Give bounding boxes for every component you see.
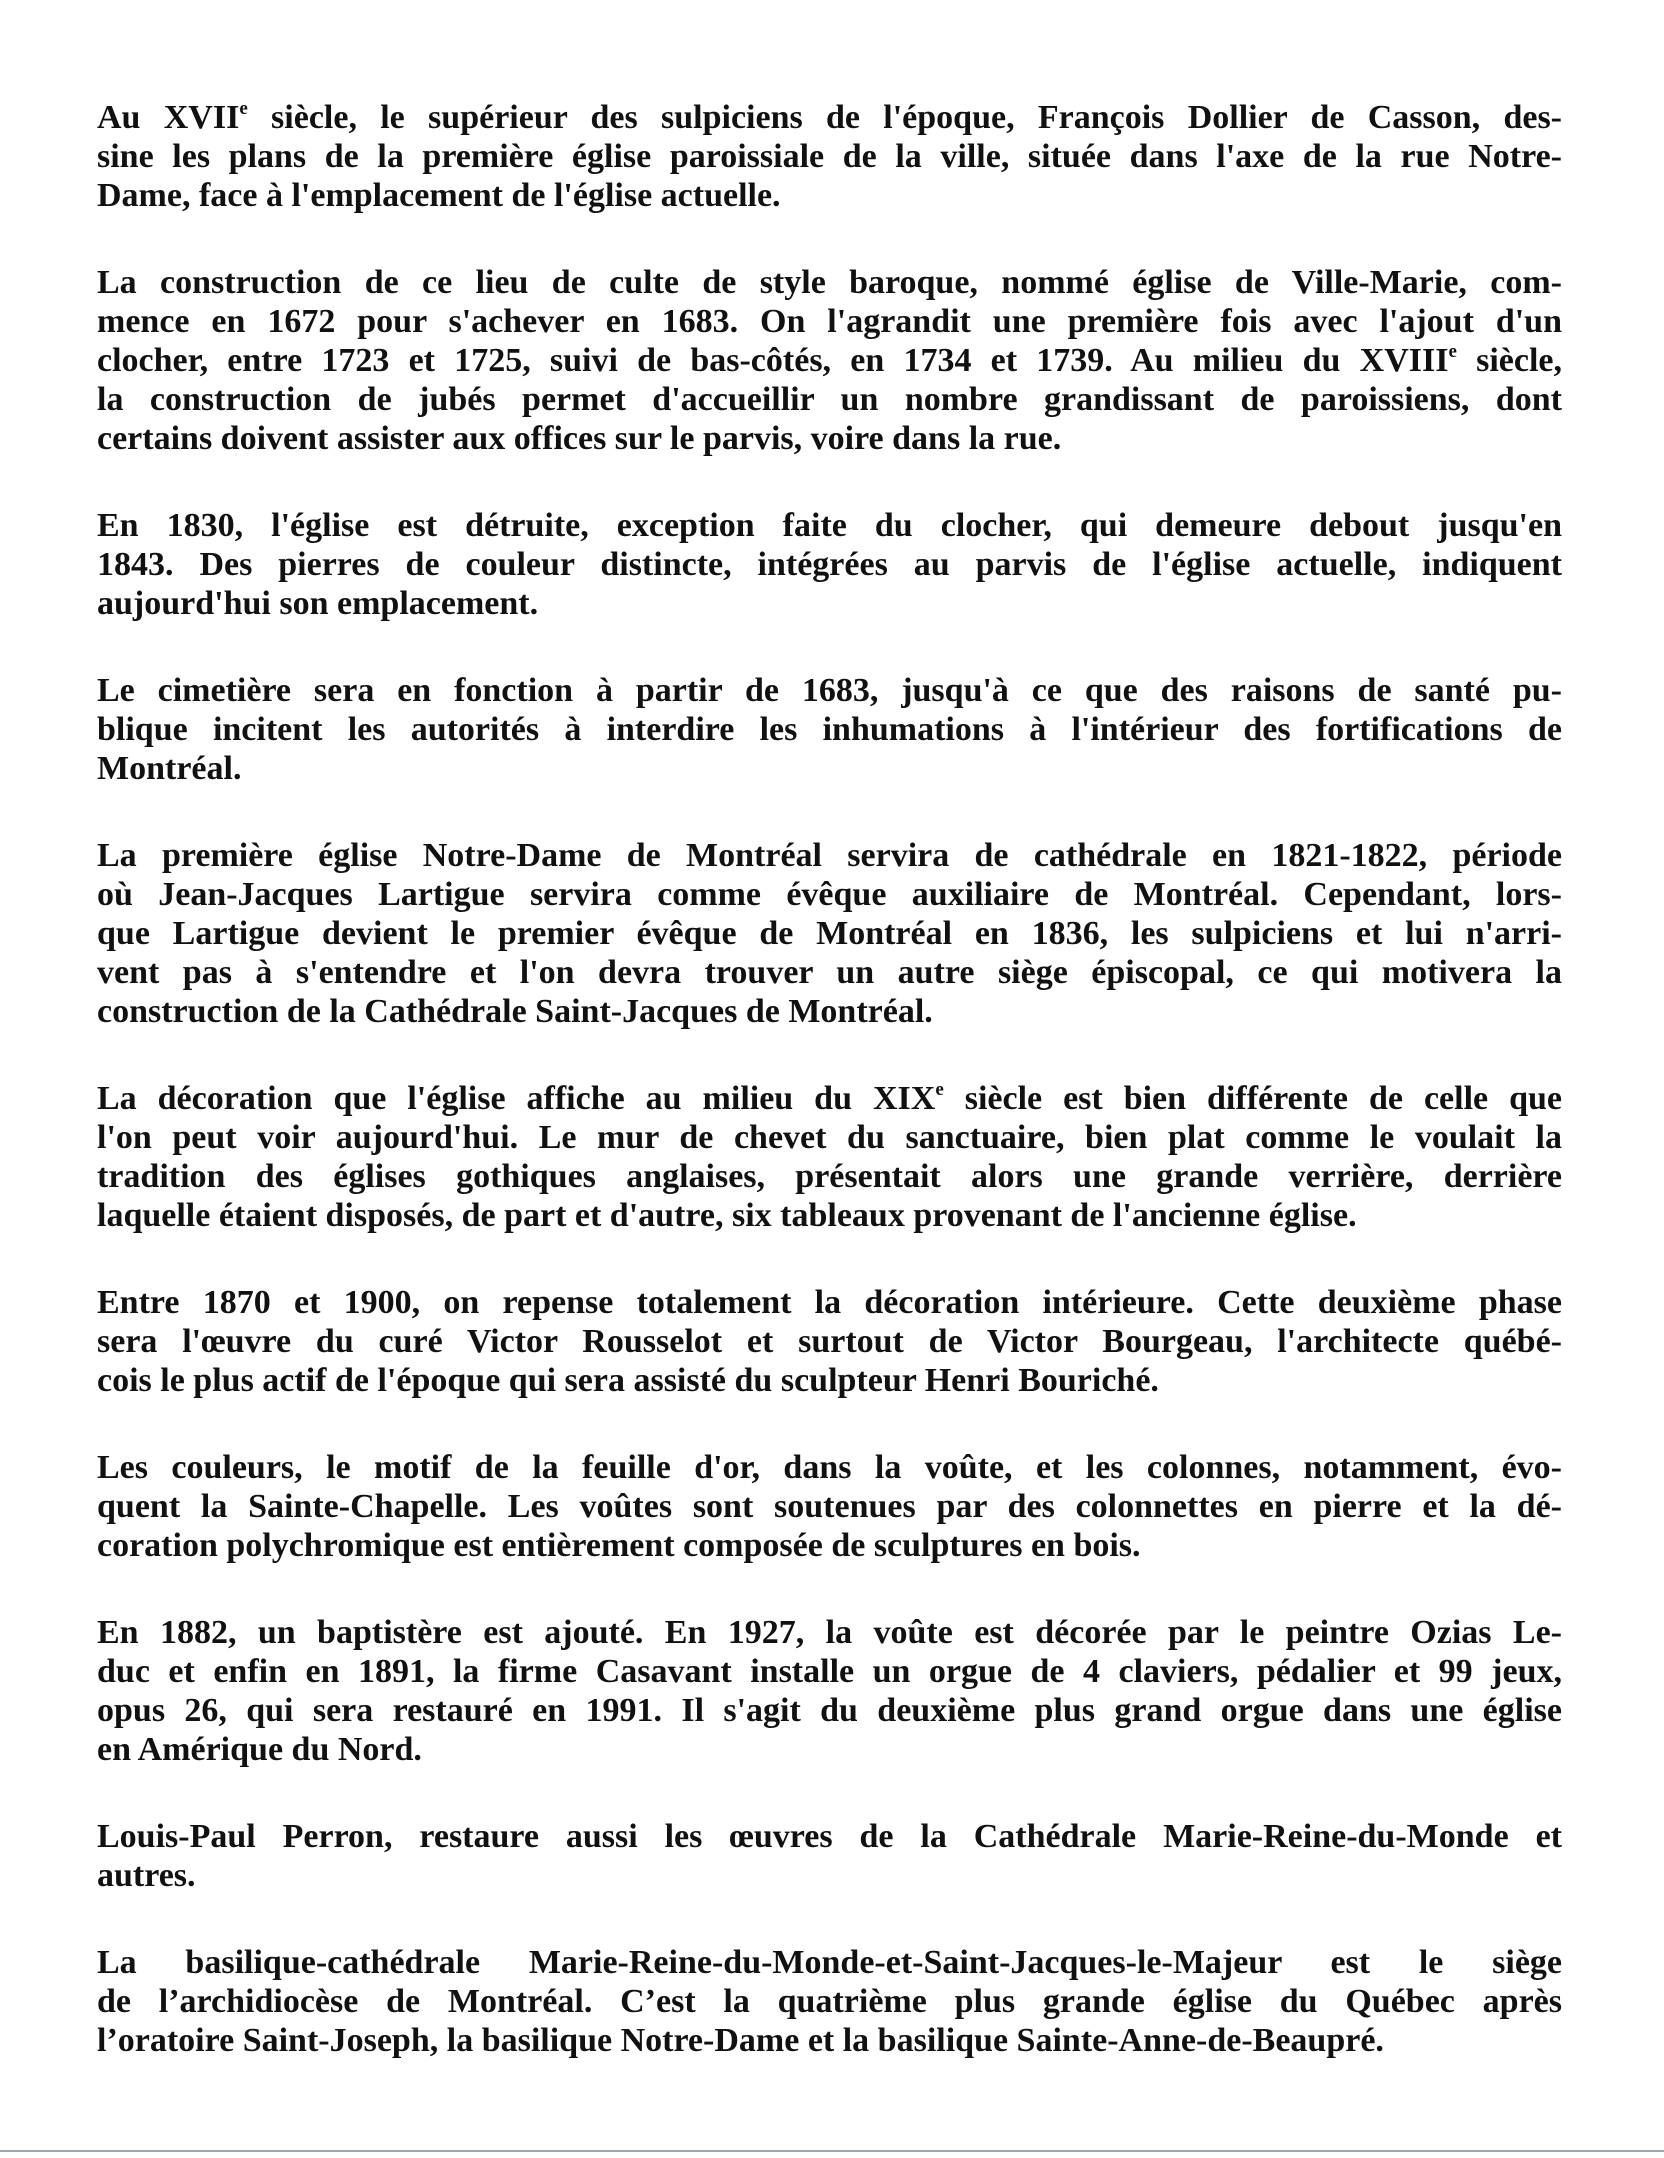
text-segment: l'on peut voir aujourd'hui. Le mur de chevet du sanctuaire, bien plat comme le voulait la — [97, 1119, 1562, 1156]
text-segment: que Lartigue devient le premier évêque de Montréal en 1836, les sulpiciens et lui n'arri- — [97, 915, 1562, 952]
text-segment: l’oratoire Saint-Joseph, la basilique Notre-Dame et la basilique Sainte-Anne-de-Beaupré. — [97, 2022, 1384, 2059]
text-segment: Les couleurs, le motif de la feuille d'or, dans la voûte, et les colonnes, notamment, évo- — [97, 1449, 1562, 1486]
text-line — [97, 1856, 1562, 1895]
paragraph — [97, 1943, 1562, 2060]
text-segment: siècle, le supérieur des sulpiciens de l'époque, François Dollier de Casson, des- — [247, 99, 1562, 136]
text-line — [97, 1691, 1562, 1730]
text-line — [97, 419, 1562, 458]
text-line — [97, 263, 1562, 302]
text-line — [97, 1157, 1562, 1196]
paragraph — [97, 98, 1562, 215]
text-segment: sera l'œuvre du curé Victor Rousselot et surtout de Victor Bourgeau, l'architecte québé- — [97, 1323, 1562, 1360]
text-segment: clocher, entre 1723 et 1725, suivi de bas-côtés, en 1734 et 1739. Au milieu du XVIII — [97, 342, 1449, 379]
text-line — [97, 341, 1562, 380]
text-line — [97, 380, 1562, 419]
text-segment: Louis-Paul Perron, restaure aussi les œuvres de la Cathédrale Marie-Reine-du-Monde et — [97, 1818, 1562, 1855]
paragraph — [97, 1817, 1562, 1895]
text-line — [97, 1652, 1562, 1691]
text-segment: En 1882, un baptistère est ajouté. En 1927, la voûte est décorée par le peintre Ozias Le- — [97, 1614, 1562, 1651]
text-segment: opus 26, qui sera restauré en 1991. Il s'agit du deuxième plus grand orgue dans une église — [97, 1692, 1562, 1729]
text-segment: la construction de jubés permet d'accueillir un nombre grandissant de paroissiens, dont — [97, 381, 1562, 418]
text-line — [97, 836, 1562, 875]
text-line — [97, 584, 1562, 623]
text-line — [97, 1196, 1562, 1235]
text-line — [97, 2021, 1562, 2060]
superscript: e — [935, 1079, 944, 1100]
text-line — [97, 506, 1562, 545]
text-segment: où Jean-Jacques Lartigue servira comme évêque auxiliaire de Montréal. Cependant, lors- — [97, 876, 1562, 913]
text-segment: Dame, face à l'emplacement de l'église actuelle. — [97, 177, 781, 214]
text-segment: aujourd'hui son emplacement. — [97, 585, 539, 622]
text-line — [97, 302, 1562, 341]
text-segment: Entre 1870 et 1900, on repense totalement la décoration intérieure. Cette deuxième phase — [97, 1284, 1562, 1321]
text-segment: duc et enfin en 1891, la firme Casavant installe un orgue de 4 claviers, pédalier et 99 jeux, — [97, 1653, 1562, 1690]
text-line — [97, 1361, 1562, 1400]
text-segment: autres. — [97, 1857, 196, 1894]
text-segment: cois le plus actif de l'époque qui sera assisté du sculpteur Henri Bouriché. — [97, 1362, 1159, 1399]
superscript: e — [1448, 341, 1457, 362]
text-segment: vent pas à s'entendre et l'on devra trouver un autre siège épiscopal, ce qui motivera la — [97, 954, 1562, 991]
text-line — [97, 914, 1562, 953]
text-segment: La décoration que l'église affiche au milieu du XIX — [97, 1080, 936, 1117]
text-line — [97, 1283, 1562, 1322]
text-line — [97, 1943, 1562, 1982]
text-segment: sine les plans de la première église paroissiale de la ville, située dans l'axe de la rue Notre- — [97, 138, 1562, 175]
text-line — [97, 953, 1562, 992]
text-segment: Au XVII — [97, 99, 240, 136]
text-segment: siècle, — [1456, 342, 1562, 379]
text-line — [97, 1817, 1562, 1856]
paragraph — [97, 506, 1562, 623]
text-segment: coration polychromique est entièrement composée de sculptures en bois. — [97, 1527, 1141, 1564]
text-line — [97, 1730, 1562, 1769]
superscript: e — [239, 98, 248, 119]
text-line — [97, 1079, 1562, 1118]
page-bottom-rule — [0, 2150, 1664, 2152]
text-segment: 1843. Des pierres de couleur distincte, intégrées au parvis de l'église actuelle, indiquent — [97, 546, 1562, 583]
text-line — [97, 749, 1562, 788]
text-segment: tradition des églises gothiques anglaises, présentait alors une grande verrière, derrière — [97, 1158, 1562, 1195]
text-segment: siècle est bien différente de celle que — [943, 1080, 1562, 1117]
text-line — [97, 1448, 1562, 1487]
text-line — [97, 875, 1562, 914]
paragraph — [97, 1283, 1562, 1400]
text-line — [97, 710, 1562, 749]
paragraph — [97, 1079, 1562, 1235]
text-segment: La première église Notre-Dame de Montréal servira de cathédrale en 1821-1822, période — [97, 837, 1562, 874]
text-line — [97, 671, 1562, 710]
paragraph — [97, 671, 1562, 788]
text-segment: certains doivent assister aux offices sur le parvis, voire dans la rue. — [97, 420, 1062, 457]
text-line — [97, 98, 1562, 137]
text-segment: mence en 1672 pour s'achever en 1683. On l'agrandit une première fois avec l'ajout d'un — [97, 303, 1562, 340]
text-segment: La construction de ce lieu de culte de style baroque, nommé église de Ville-Marie, com- — [97, 264, 1562, 301]
text-line — [97, 176, 1562, 215]
text-line — [97, 992, 1562, 1031]
text-line — [97, 1322, 1562, 1361]
paragraph — [97, 1613, 1562, 1769]
text-line — [97, 137, 1562, 176]
text-line — [97, 1487, 1562, 1526]
document-body — [97, 98, 1562, 2108]
text-segment: blique incitent les autorités à interdire les inhumations à l'intérieur des fortifications de — [97, 711, 1562, 748]
text-segment: Le cimetière sera en fonction à partir de 1683, jusqu'à ce que des raisons de santé pu- — [97, 672, 1562, 709]
text-segment: construction de la Cathédrale Saint-Jacques de Montréal. — [97, 993, 933, 1030]
text-segment: Montréal. — [97, 750, 242, 787]
text-line — [97, 1526, 1562, 1565]
text-segment: laquelle étaient disposés, de part et d'autre, six tableaux provenant de l'ancienne église. — [97, 1197, 1357, 1234]
text-line — [97, 1982, 1562, 2021]
text-segment: quent la Sainte-Chapelle. Les voûtes sont soutenues par des colonnettes en pierre et la dé- — [97, 1488, 1562, 1525]
paragraph — [97, 836, 1562, 1031]
paragraph — [97, 263, 1562, 458]
text-segment: La basilique-cathédrale Marie-Reine-du-Monde-et-Saint-Jacques-le-Majeur est le siège — [97, 1944, 1562, 1981]
text-segment: en Amérique du Nord. — [97, 1731, 422, 1768]
paragraph — [97, 1448, 1562, 1565]
text-segment: de l’archidiocèse de Montréal. C’est la quatrième plus grande église du Québec après — [97, 1983, 1562, 2020]
text-line — [97, 1118, 1562, 1157]
text-line — [97, 1613, 1562, 1652]
text-line — [97, 545, 1562, 584]
text-segment: En 1830, l'église est détruite, exception faite du clocher, qui demeure debout jusqu'en — [97, 507, 1562, 544]
